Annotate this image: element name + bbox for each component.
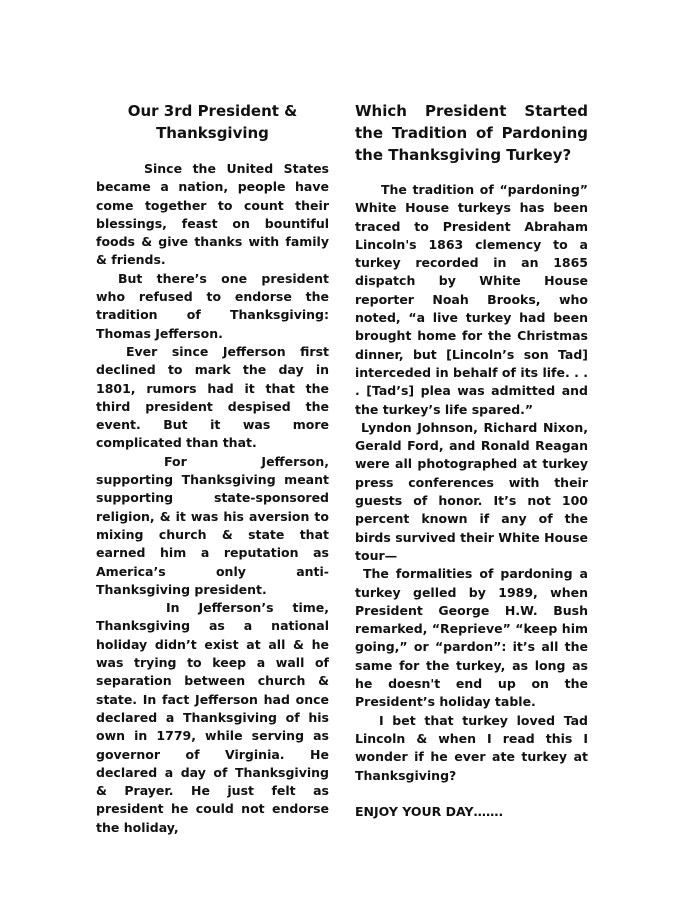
right-paragraph-2: Lyndon Johnson, Richard Nixon, Gerald Ford, and Ronald Reagan were all photographed at turkey press conferences with their guests of honor. It’s not 100 percent known if any of the birds survived their White House tour— [355, 419, 588, 563]
left-paragraph-2: But there’s one president who refused to endorse the tradition of Thanksgiving: Thomas Jefferson. [96, 270, 329, 341]
right-paragraph-1: The tradition of “pardoning” White House turkeys has been traced to President Abraham Lincoln's 1863 clemency to a turkey recorded in an 1865 dispatch by White House reporter Noah Brooks, who noted, “a live turkey had been brought home for the Christmas dinner, but [Lincoln’s son Tad] interceded in behalf of its life. . . . [Tad’s] plea was admitted and the turkey’s life spared.” [355, 182, 588, 417]
left-paragraph-4: For Jefferson, supporting Thanksgiving meant supporting state-sponsored religion, & it was his aversion to mixing church & state that earned him a reputation as America’s only anti-Thanksgiving president. [96, 453, 329, 597]
left-article [96, 100, 329, 837]
right-paragraph-4: I bet that turkey loved Tad Lincoln & when I read this I wonder if he ever ate turkey at Thanksgiving? [355, 712, 588, 783]
right-article-title: Which President Started the Tradition of Pardoning the Thanksgiving Turkey? [355, 102, 588, 164]
closing-line: ENJOY YOUR DAY……. [355, 803, 504, 819]
left-article-title: Our 3rd President & Thanksgiving [127, 102, 298, 142]
right-paragraph-3: The formalities of pardoning a turkey gelled by 1989, when President George H.W. Bush remarked, “Reprieve” “keep him going,” or “pardon”: it’s all the same for the turkey, as long as he doesn't end up on the President’s holiday table. [355, 566, 588, 710]
right-article [355, 100, 588, 821]
left-paragraph-1: Since the United States became a nation, people have come together to count their blessings, feast on bountiful foods & give thanks with family & friends. [96, 161, 329, 268]
left-paragraph-5: In Jefferson’s time, Thanksgiving as a national holiday didn’t exist at all & he was trying to keep a wall of separation between church & state. In fact Jefferson had once declared a Thanksgiving of his own in 1779, while serving as governor of Virginia. He declared a day of Thanksgiving & Prayer. He just felt as president he could not endorse the holiday, [96, 600, 329, 835]
left-paragraph-3: Ever since Jefferson first declined to mark the day in 1801, rumors had it that the third president despised the event. But it was more complicated than that. [96, 343, 329, 451]
